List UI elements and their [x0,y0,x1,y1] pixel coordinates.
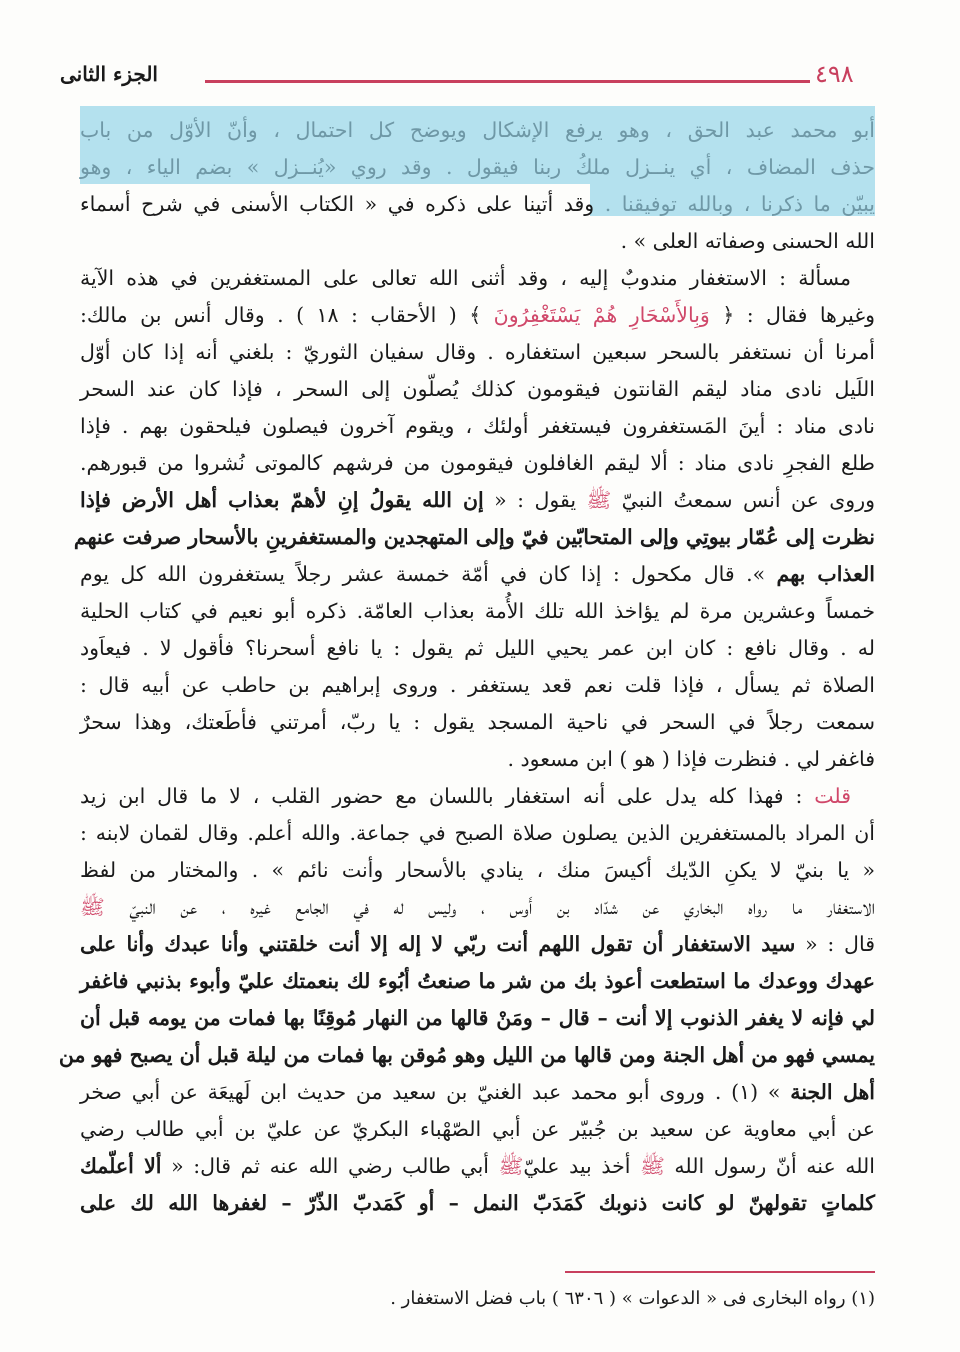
text-segment: ﴾ ( الأحقاب : ١٨ ) . وقال أنس بن مالك: [80,303,494,327]
header-divider [205,80,810,83]
text-segment: وقد أتينا على ذكره في « الكتاب الأسنى في شرح أسماء [80,192,605,216]
text-segment: حذف المضاف ، أي ينــزل ملكُ ربنا فيقول . وقد روي «يُنــزل » بضم الياء ، وهو [80,155,875,179]
text-segment: خمساً وعشرين مرة لم يؤاخذ الله تلك الأُمة بعذاب العامّة. ذكره أبو نعيم في كتاب الحلية [80,599,875,623]
text-line [58,1037,875,1074]
text-line [80,260,875,297]
text-line [80,334,875,371]
text-line [80,630,875,667]
text-segment: قال : « [795,932,875,956]
text-segment: الاستغفار ما رواه البخاري عن شدّاد بن أَوس ، وليس له في الجامع غيره ، عن النبيّ [104,895,875,919]
text-line [80,593,875,630]
text-line [80,297,875,334]
text-segment: مسألة : الاستغفار مندوبٌ إليه ، وقد أثنى الله تعالى على المستغفرين في هذه الآية [80,266,851,290]
text-line [80,1111,875,1148]
text-line [80,852,875,889]
text-segment: نادى مناد : أينَ المَستغفرون فيستغفر أولئك ، ويقوم آخرون فيصلون فيلحقون بهم . فإذا [80,414,875,438]
text-segment: الله الحسنى وصفاته العلى » . [620,229,875,253]
text-segment: » (١) . وروى أبو محمد عبد الغنيّ بن سعيد من حديث ابن لَهيعَة عن أبي صخر [80,1080,791,1104]
text-segment: نظرت إلى عُمّار بيوتِي وإلى المتحابّين فيّ وإلى المتهجدين والمستغفرينِ بالأسحار صرفت عنهم [73,525,875,549]
text-segment: لي فإنه لا يغفر الذنوب إلا أنت – قال – ومَنْ قالها من النهار مُوقِنًا بها فمات من يومه قبل أن [80,1006,875,1030]
text-segment: أبي طالب رضي الله عنه ثم قال: « [161,1154,499,1178]
text-segment: يقول : « [483,488,587,512]
text-segment: أن المراد بالمستغفرين الذين يصلون صلاة الصبح في جماعة. والله أعلم. وقال لقمان لابنه : [80,821,875,845]
body-text [58,112,876,1222]
text-line [80,112,875,149]
text-segment: العذاب بهم [776,562,875,586]
footnote-divider [565,1271,875,1273]
salawat-symbol-icon: ﷺ [498,1154,524,1178]
text-line [80,926,875,963]
text-segment: عهدك ووعدك ما استطعت أعوذ بك من شر ما صنعتُ أبُوء لك بنعمتك عليّ وأبوء بذنبي فاغفر [80,969,875,993]
text-line [80,408,875,445]
text-line [80,445,875,482]
page-number: ٤٩٨ [815,60,854,88]
running-header-section: الجزء الثانى [60,62,158,86]
text-line [80,1185,875,1222]
salawat-symbol-icon: ﷺ [80,895,105,919]
text-line [80,704,875,741]
text-line [80,667,875,704]
footnote: (١) رواه البخارى فى « الدعوات » ( ٦٣٠٦ ) باب فضل الاستغفار . [390,1288,875,1309]
text-segment: وغيرها فقال : ﴿ [709,303,875,327]
text-segment: كلماتٍ تقولهنّ لو كانت ذنوبك كَمَدَبّ النمل – أو كَمَدبّ الذّرّ – لغفرها الله لك على [80,1191,875,1215]
text-segment: ». قال مكحول : إذا كان في أمّة خمسة عشر رجلاً يستغفرون الله كل يوم [80,562,777,586]
text-segment: أهل الجنة [790,1080,875,1104]
text-segment: سمعت رجلاً في السحر في ناحية المسجد يقول : يا ربّ، أمرتني فأطَعتك، وهذا سحرٌ [80,710,875,734]
salawat-symbol-icon: ﷺ [640,1154,665,1178]
text-line [73,519,875,556]
text-line [80,482,875,519]
text-segment: الصلاة ثم يسأل ، فإذا قلت نعم قعد يستغفر . وروى إبراهيم بن حاطب عن أبيه قال : [80,673,875,697]
text-line [80,186,875,223]
text-line [80,1000,875,1037]
text-segment: يبيّن ما ذكرنا ، وبالله توفيقنا . [604,192,875,216]
text-line [80,741,875,778]
text-segment: طلع الفجرِ نادى مناد : ألا ليقم الغافلون فيقومون من فرشهم كالموتى نُشروا من قبورهم. [80,451,875,475]
text-segment: عن أبي معاوية عن سعيد بن جُبيّر عن أبي الصّهْباء البكريّ عن عليّ بن أبي طالب رضي [80,1117,875,1141]
text-segment: الله عنه أنّ رسول الله [664,1154,876,1178]
text-line [80,149,875,186]
highlighted-text: وَبِالأَسْحَارِ هُمْ يَسْتَغْفِرُونَ [493,303,710,327]
text-line [80,556,875,593]
text-segment: له . وقال نافع : كان ابن عمر يحيي الليل ثم يقول : يا نافع أسحرنا؟ فأقول لا . فيعاَود [80,636,875,660]
text-segment: فاغفر لي . فنظرت فإذا ( هو ) ابن مسعود . [507,747,875,771]
text-line [80,1074,875,1111]
text-line [80,223,875,260]
text-segment: إن الله يقولُ إنِ لأهمّ بعذاب أهل الأرض فإذا [80,488,484,512]
text-segment: « يا بنيّ لا يكنِ الدّيك أكيسَ منك ، ينادي بالأسحار وأنت نائم » . والمختار من لفظ [80,858,875,882]
text-segment: ألا أعلّمك [80,1154,162,1178]
text-line [80,1148,875,1185]
salawat-symbol-icon: ﷺ [586,488,612,512]
text-segment: أخذ بيد عليّ [523,1154,641,1178]
text-segment: : فهذا كله يدل على أنه استغفار باللسان مع حضور القلب ، لا ما قال ابن زيد [80,784,815,808]
highlighted-text: قلت [814,784,851,808]
text-segment: سيد الاستغفار أن تقول اللهم أنت ربّي لا إله إلا أنت خلقتني وأنا عبدك وأنا على [80,932,796,956]
text-line [80,371,875,408]
text-segment: يمسي فهو من أهل الجنة ومن قالها من الليل وهو مُوقن بها فمات من ليلة قبل أن يصبح فهو من [58,1043,875,1067]
text-segment: أمرنا أن نستغفر بالسحر سبعين استغفاره . وقال سفيان الثوريّ : بلغني أنه إذا كان أوّل [80,340,875,364]
text-segment: أبو محمد عبد الحق ، وهو يرفع الإشكال ويوضح كل احتمال ، وأنّ الأوّل من باب [80,118,875,142]
text-line [80,778,875,815]
text-line [80,815,875,852]
text-line [80,963,875,1000]
text-segment: اللَيل نادى مناد ليقم القانتون فيقومون كذلك يُصلّون إلى السحر ، فإذا كان عند السحر [80,377,875,401]
text-line [80,889,875,926]
text-segment: وروى عن أنس سمعتُ النبيّ [611,488,876,512]
